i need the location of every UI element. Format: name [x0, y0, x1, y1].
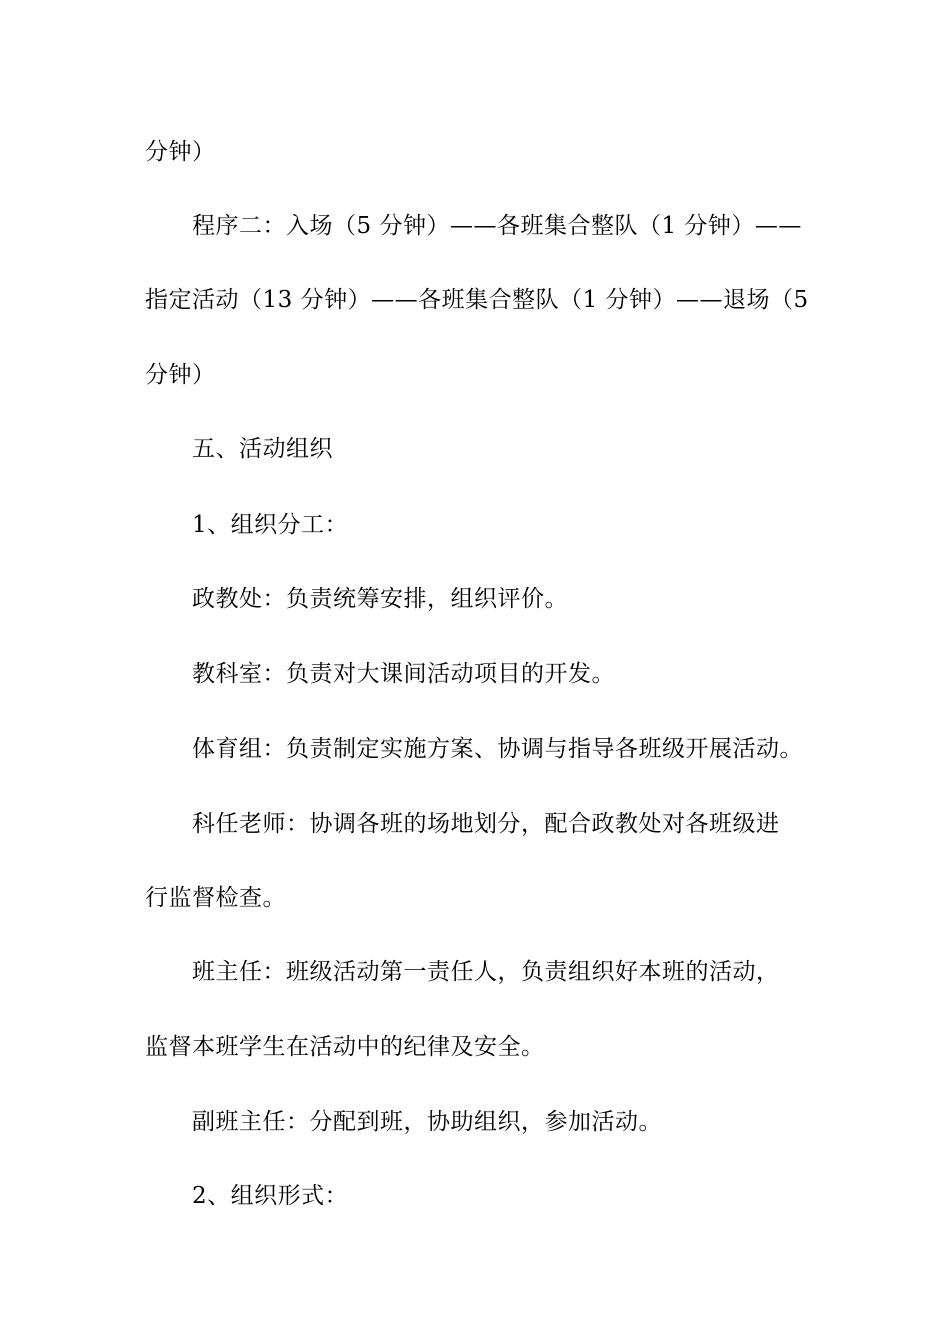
text-line-procedure-two-cont: 指定活动（13 分钟）——各班集合整队（1 分钟）——退场（5 — [145, 287, 809, 313]
text-line-head-teacher: 班主任：班级活动第一责任人，负责组织好本班的活动， — [192, 959, 780, 985]
text-line-deputy-head-teacher: 副班主任：分配到班，协助组织，参加活动。 — [192, 1109, 662, 1135]
text-line-continuation: 分钟） — [145, 139, 216, 165]
text-line-subject-teachers-cont: 行监督检查。 — [145, 885, 286, 911]
subheading-division-of-labor: 1、组织分工： — [192, 512, 349, 538]
text-line-research-office: 教科室：负责对大课间活动项目的开发。 — [192, 661, 615, 687]
text-line-subject-teachers: 科任老师：协调各班的场地划分，配合政教处对各班级进 — [192, 811, 780, 837]
text-line-procedure-two: 程序二：入场（5 分钟）——各班集合整队（1 分钟）—— — [192, 213, 802, 239]
subheading-organization-form: 2、组织形式： — [192, 1183, 349, 1209]
text-line-pe-group: 体育组：负责制定实施方案、协调与指导各班级开展活动。 — [192, 736, 803, 762]
section-heading-activity-organization: 五、活动组织 — [192, 436, 333, 462]
text-line-procedure-two-end: 分钟） — [145, 362, 216, 388]
text-line-head-teacher-cont: 监督本班学生在活动中的纪律及安全。 — [145, 1034, 545, 1060]
text-line-political-office: 政教处：负责统筹安排，组织评价。 — [192, 586, 568, 612]
